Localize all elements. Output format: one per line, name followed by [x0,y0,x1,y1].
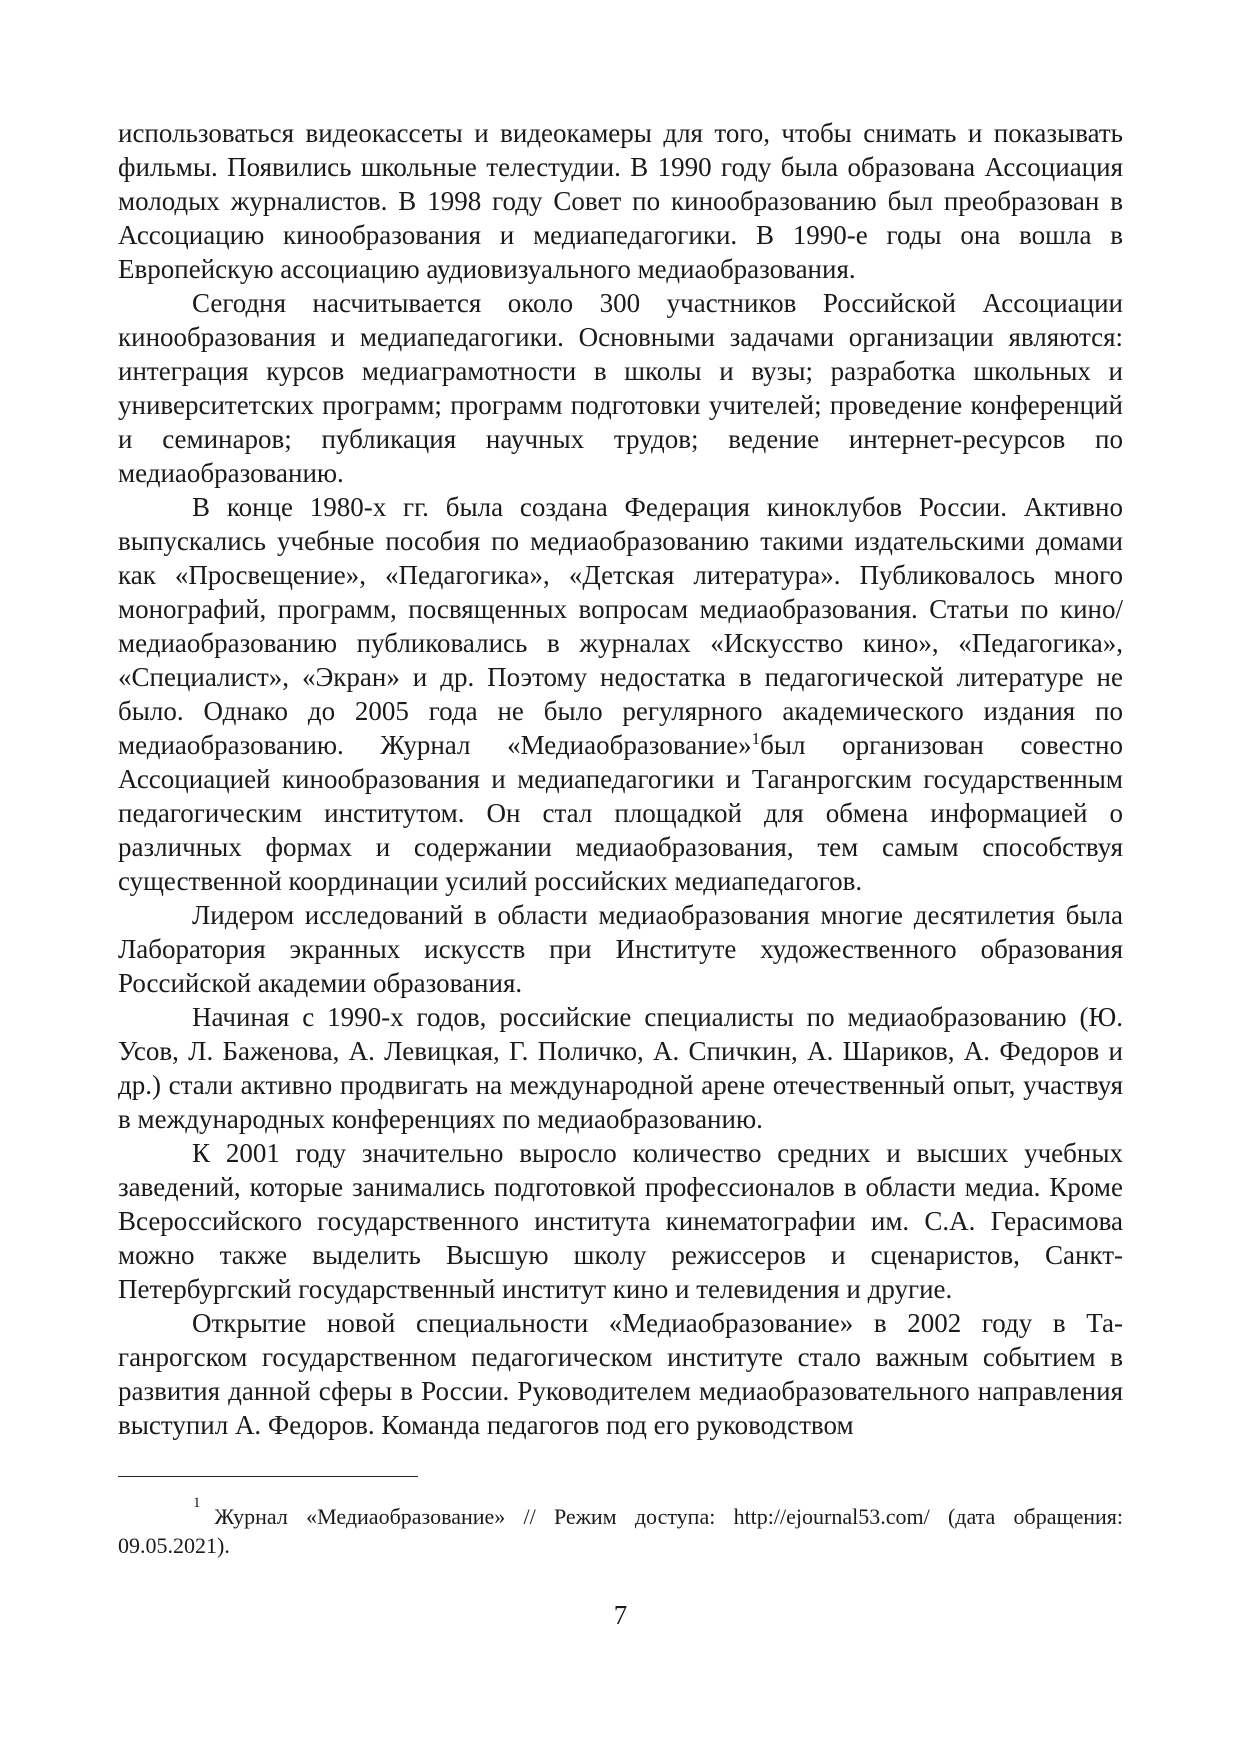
paragraph-3 [118,490,1123,898]
paragraph-2: Сегодня насчитывается около 300 участников Российской Ассоциации кинообразования и медиапедагогики. Основными задачами организации являются: интеграция курсов медиаграмотности в школы и вузы; разработка школьных и университетских программ; программ подготовки учителей; проведение конференций и семинаров; публикация научных трудов; ведение интернет-ресурсов по медиаобразованию. [118,288,1123,488]
paragraph-1: использоваться видеокассеты и видеокамеры для того, чтобы снимать и показывать фильмы. Появились школьные телестудии. В 1990 году была образована Ассоциация молодых журналистов. В 1998 году Совет по кинообразованию был преобразован в Ассоциацию кинообразования и медиапедагогики. В 1990-е годы она вошла в Европейскую ассоциацию аудиовизуального медиаобразования. [118,118,1123,284]
footnote [118,1494,1123,1560]
footnote-divider [118,1476,418,1477]
paragraph-7: Открытие новой специальности «Медиаобразование» в 2002 году в Таганрогском государственном педагогическом институте стало важным событием в развития данной сферы в России. Руководителем медиаобразовательного направления выступил А. Федоров. Команда педагогов под его руководством [118,1308,1123,1440]
footnote-reference[interactable]: 1 [751,729,761,748]
paragraph-4: Лидером исследований в области медиаобразования многие десятилетия была Лаборатория экранных искусств при Институте художественного образования Российской академии образования. [118,900,1123,998]
paragraph-5: Начиная с 1990-х годов, российские специалисты по медиаобразованию (Ю. Усов, Л. Баженова, А. Левицкая, Г. Поличко, А. Спичкин, А. Шариков, А. Федоров и др.) стали активно продвигать на международной арене отечественный опыт, участвуя в международных конференциях по медиаобразованию. [118,1002,1123,1134]
paragraph-3-part-1: В конце 1980-х гг. была создана Федерация киноклубов России. Активно выпускались учебные пособия по медиаобразованию такими издательскими домами как «Просвещение», «Педагогика», «Детская литература». Публиковалось много монографий, программ, посвященных вопросам медиаобразования. Статьи по кино/медиаобразованию публиковались в журналах «Искусство кино», «Педагогика», «Специалист», «Экран» и др. Поэтому недостатка в педагогической литературе не было. Однако до 2005 года не было регулярного академического издания по медиаобразованию. Журнал «Медиаобразование» [118,492,1123,760]
page-body [118,116,1123,1442]
page-number: 7 [613,1600,628,1630]
paragraph-3-part-2: был организован совестно Ассоциацией кинообразования и медиапедагогики и Таганрогским государственным педагогическим институтом. Он стал площадкой для обмена информацией о различных формах и содержании медиаобразования, тем самым способствуя существенной координации усилий российских медиапедагогов. [118,730,1123,896]
paragraph-6: К 2001 году значительно выросло количество средних и высших учебных заведений, которые занимались подготовкой профессионалов в области медиа. Кроме Всероссийского государственного института кинематографии им. С.А. Герасимова можно также выделить Высшую школу режиссеров и сценаристов, Санкт-Петербургский государственный институт кино и телевидения и другие. [118,1138,1123,1304]
footnote-mark: 1 [193,1494,201,1511]
footnote-text: Журнал «Медиаобразование» // Режим доступа: http://ejournal53.com/ (дата обращения: 09.05.2021). [118,1504,1123,1558]
